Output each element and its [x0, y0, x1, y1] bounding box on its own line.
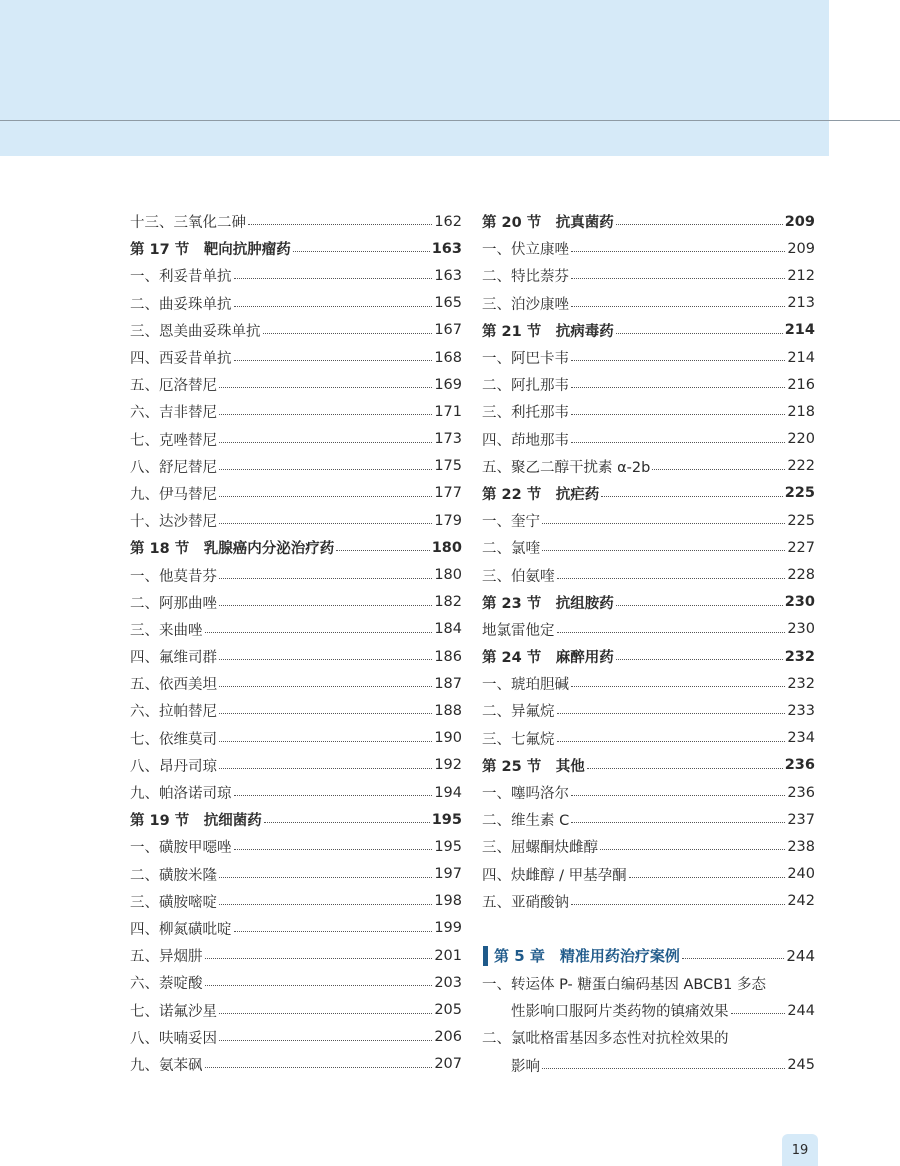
toc-entry-page: 198	[434, 893, 462, 910]
toc-entry-page: 206	[434, 1029, 462, 1046]
toc-entry-page: 187	[434, 675, 462, 692]
toc-entry-page: 188	[434, 702, 462, 719]
toc-leader-dots	[219, 741, 432, 742]
toc-item-entry[interactable]	[482, 507, 815, 534]
toc-leader-dots	[571, 686, 785, 687]
toc-section-entry[interactable]	[482, 643, 815, 670]
toc-chapter-entry[interactable]	[482, 942, 815, 970]
toc-leader-dots	[600, 849, 785, 850]
header-band	[0, 0, 829, 156]
toc-item-line1	[482, 1024, 815, 1051]
toc-leader-dots	[219, 442, 432, 443]
toc-item-entry[interactable]	[130, 480, 462, 507]
toc-item-label-line1: 一、转运体 P- 糖蛋白编码基因 ABCB1 多态	[482, 976, 767, 993]
toc-entry-page: 228	[787, 567, 815, 584]
toc-item-line2	[482, 1051, 815, 1078]
toc-entry-label: 七、诺氟沙星	[130, 1003, 217, 1020]
toc-entry-label: 二、氯喹	[482, 541, 540, 558]
toc-item-entry[interactable]	[130, 344, 462, 371]
toc-leader-dots	[219, 414, 432, 415]
toc-entry-page: 203	[434, 974, 462, 991]
toc-right-column	[482, 208, 815, 1079]
toc-entry-label: 一、他莫昔芬	[130, 568, 217, 585]
toc-leader-dots	[571, 414, 785, 415]
toc-leader-dots	[682, 958, 784, 959]
toc-section-entry[interactable]	[482, 752, 815, 779]
toc-section-entry[interactable]	[482, 480, 815, 507]
toc-leader-dots	[263, 333, 433, 334]
toc-item-label-line2: 影响	[511, 1058, 540, 1075]
toc-item-entry[interactable]	[482, 344, 815, 371]
toc-leader-dots	[219, 1013, 432, 1014]
toc-entry-page: 214	[787, 349, 815, 366]
toc-leader-dots	[557, 741, 786, 742]
toc-entry-label: 六、拉帕替尼	[130, 704, 217, 721]
toc-leader-dots	[219, 768, 432, 769]
toc-entry-page: 171	[434, 403, 462, 420]
toc-leader-dots	[234, 306, 433, 307]
toc-item-entry[interactable]	[130, 833, 462, 860]
toc-entry-label: 八、昂丹司琼	[130, 758, 217, 775]
toc-item-entry[interactable]	[482, 290, 815, 317]
toc-item-entry[interactable]	[482, 725, 815, 752]
toc-entry-page: 230	[784, 594, 815, 611]
toc-leader-dots	[219, 387, 432, 388]
toc-section-entry[interactable]	[130, 235, 462, 262]
toc-leader-dots	[557, 578, 786, 579]
toc-leader-dots	[571, 822, 785, 823]
toc-entry-label: 九、氨苯砜	[130, 1057, 203, 1074]
toc-section-entry[interactable]	[482, 317, 815, 344]
toc-leader-dots	[205, 958, 433, 959]
toc-entry-page: 234	[787, 730, 815, 747]
toc-entry-label: 地氯雷他定	[482, 622, 555, 639]
toc-item-entry[interactable]	[482, 262, 815, 289]
toc-item-line2	[482, 997, 815, 1024]
toc-item-entry[interactable]	[482, 235, 815, 262]
toc-item-entry[interactable]	[130, 426, 462, 453]
toc-entry-page: 186	[434, 648, 462, 665]
toc-entry-label: 二、曲妥珠单抗	[130, 296, 232, 313]
toc-entry-page: 168	[434, 349, 462, 366]
toc-entry-page: 184	[434, 621, 462, 638]
toc-entry-label: 第 24 节 麻醉用药	[482, 650, 614, 667]
toc-right-list	[482, 208, 815, 915]
toc-entry-label: 二、阿那曲唑	[130, 595, 217, 612]
toc-entry-page: 214	[784, 322, 815, 339]
toc-entry-label: 第 18 节 乳腺癌内分泌治疗药	[130, 541, 335, 558]
toc-entry-label: 一、奎宁	[482, 514, 540, 531]
toc-item-entry[interactable]	[482, 888, 815, 915]
toc-leader-dots	[219, 659, 432, 660]
toc-entry-page: 194	[434, 784, 462, 801]
toc-leader-dots	[557, 713, 786, 714]
toc-item-entry[interactable]	[482, 561, 815, 588]
toc-item-entry[interactable]	[130, 697, 462, 724]
toc-leader-dots	[571, 904, 785, 905]
toc-leader-dots	[571, 251, 785, 252]
toc-leader-dots	[571, 360, 785, 361]
toc-leader-dots	[629, 877, 786, 878]
toc-chapter-item[interactable]	[482, 970, 815, 1024]
toc-entry-page: 236	[784, 757, 815, 774]
toc-item-entry[interactable]	[482, 861, 815, 888]
toc-leader-dots	[571, 306, 785, 307]
toc-entry-page: 230	[787, 621, 815, 638]
chapter-accent-bar	[483, 946, 488, 966]
toc-entry-label: 四、西妥昔单抗	[130, 351, 232, 368]
toc-leader-dots	[264, 822, 430, 823]
toc-entry-label: 三、利托那韦	[482, 405, 569, 422]
toc-leader-dots	[616, 605, 783, 606]
toc-item-entry[interactable]	[130, 752, 462, 779]
toc-entry-label: 四、炔雌醇 / 甲基孕酮	[482, 867, 627, 884]
toc-entry-label: 四、茚地那韦	[482, 432, 569, 449]
toc-item-entry[interactable]	[482, 833, 815, 860]
toc-item-entry[interactable]	[130, 290, 462, 317]
toc-item-entry[interactable]	[482, 697, 815, 724]
toc-entry-label: 十三、三氧化二砷	[130, 215, 246, 232]
toc-leader-dots	[571, 387, 785, 388]
toc-section-entry[interactable]	[482, 208, 815, 235]
toc-entry-page: 222	[787, 458, 815, 475]
toc-leader-dots	[219, 605, 432, 606]
toc-item-label-line2: 性影响口服阿片类药物的镇痛效果	[511, 1004, 729, 1021]
toc-entry-page: 162	[434, 213, 462, 230]
toc-leader-dots	[234, 795, 433, 796]
toc-entry-page: 242	[787, 893, 815, 910]
toc-leader-dots	[219, 686, 432, 687]
toc-leader-dots	[731, 1013, 786, 1014]
toc-entry-page: 212	[787, 267, 815, 284]
toc-item-entry[interactable]	[130, 317, 462, 344]
toc-leader-dots	[219, 469, 432, 470]
toc-entry-page: 236	[787, 784, 815, 801]
toc-leader-dots	[557, 632, 786, 633]
toc-entry-label: 一、磺胺甲噁唑	[130, 840, 232, 857]
toc-leader-dots	[652, 469, 785, 470]
toc-entry-page: 199	[434, 920, 462, 937]
toc-leader-dots	[219, 1040, 432, 1041]
toc-entry-page: 225	[787, 512, 815, 529]
toc-leader-dots	[571, 795, 785, 796]
toc-entry-label: 二、磺胺米隆	[130, 867, 217, 884]
toc-item-entry[interactable]	[482, 670, 815, 697]
toc-entry-label: 三、恩美曲妥珠单抗	[130, 323, 261, 340]
toc-item-line1	[482, 970, 815, 997]
toc-entry-page: 180	[431, 539, 462, 556]
toc-entry-label: 五、厄洛替尼	[130, 378, 217, 395]
toc-entry-page: 225	[784, 485, 815, 502]
toc-item-entry[interactable]	[130, 507, 462, 534]
toc-entry-page: 237	[787, 811, 815, 828]
toc-chapter-page: 244	[786, 946, 815, 965]
toc-leader-dots	[205, 632, 433, 633]
toc-item-entry[interactable]	[482, 534, 815, 561]
toc-item-entry[interactable]	[130, 996, 462, 1023]
toc-leader-dots	[234, 360, 433, 361]
toc-item-entry[interactable]	[130, 561, 462, 588]
toc-leader-dots	[542, 550, 785, 551]
toc-section-entry[interactable]	[130, 806, 462, 833]
toc-entry-label: 八、呋喃妥因	[130, 1030, 217, 1047]
toc-leader-dots	[336, 550, 429, 551]
toc-entry-page: 163	[434, 267, 462, 284]
toc-entry-label: 第 19 节 抗细菌药	[130, 813, 262, 830]
toc-item-entry[interactable]	[482, 616, 815, 643]
toc-entry-label: 三、泊沙康唑	[482, 296, 569, 313]
toc-leader-dots	[601, 496, 782, 497]
toc-item-entry[interactable]	[130, 670, 462, 697]
toc-leader-dots	[571, 442, 785, 443]
toc-entry-page: 179	[434, 512, 462, 529]
toc-leader-dots	[219, 523, 432, 524]
toc-leader-dots	[219, 877, 432, 878]
toc-entry-label: 一、噻吗洛尔	[482, 786, 569, 803]
toc-item-entry[interactable]	[482, 426, 815, 453]
toc-entry-page: 238	[787, 838, 815, 855]
toc-entry-page: 192	[434, 757, 462, 774]
toc-entry-label: 七、克唑替尼	[130, 432, 217, 449]
toc-entry-label: 六、萘啶酸	[130, 976, 203, 993]
toc-entry-label: 三、来曲唑	[130, 622, 203, 639]
toc-entry-label: 五、异烟肼	[130, 949, 203, 966]
toc-item-entry[interactable]	[130, 208, 462, 235]
toc-entry-label: 五、聚乙二醇干扰素 α-2b	[482, 459, 651, 476]
toc-leader-dots	[219, 713, 432, 714]
toc-entry-page: 177	[434, 485, 462, 502]
toc-entry-label: 二、特比萘芬	[482, 269, 569, 286]
toc-leader-dots	[616, 224, 783, 225]
toc-item-page: 244	[787, 1002, 815, 1019]
toc-entry-label: 三、伯氨喹	[482, 568, 555, 585]
toc-item-entry[interactable]	[130, 262, 462, 289]
toc-entry-page: 220	[787, 431, 815, 448]
toc-item-entry[interactable]	[482, 806, 815, 833]
toc-entry-label: 三、磺胺嘧啶	[130, 894, 217, 911]
toc-item-entry[interactable]	[130, 616, 462, 643]
toc-leader-dots	[205, 1067, 433, 1068]
toc-item-entry[interactable]	[130, 779, 462, 806]
toc-entry-page: 197	[434, 866, 462, 883]
toc-entry-label: 二、维生素 C	[482, 813, 570, 830]
toc-entry-page: 167	[434, 322, 462, 339]
toc-entry-page: 205	[434, 1002, 462, 1019]
toc-entry-label: 十、达沙替尼	[130, 514, 217, 531]
toc-entry-page: 209	[787, 240, 815, 257]
toc-entry-label: 第 17 节 靶向抗肿瘤药	[130, 242, 291, 259]
toc-leader-dots	[234, 849, 433, 850]
toc-item-entry[interactable]	[130, 1024, 462, 1051]
toc-item-entry[interactable]	[130, 888, 462, 915]
toc-left-column	[130, 208, 462, 1078]
toc-item-entry[interactable]	[130, 643, 462, 670]
toc-item-entry[interactable]	[130, 589, 462, 616]
toc-leader-dots	[248, 224, 432, 225]
toc-entry-page: 227	[787, 539, 815, 556]
toc-entry-label: 五、依西美坦	[130, 677, 217, 694]
toc-entry-page: 232	[787, 675, 815, 692]
toc-entry-label: 第 22 节 抗疟药	[482, 486, 600, 503]
toc-entry-label: 九、伊马替尼	[130, 486, 217, 503]
toc-entry-page: 216	[787, 376, 815, 393]
toc-section-entry[interactable]	[482, 589, 815, 616]
toc-item-label-line1: 二、氯吡格雷基因多态性对抗栓效果的	[482, 1031, 729, 1048]
toc-item-entry[interactable]	[130, 453, 462, 480]
toc-item-entry[interactable]	[130, 942, 462, 969]
toc-leader-dots	[219, 496, 432, 497]
toc-leader-dots	[219, 578, 432, 579]
toc-entry-label: 第 21 节 抗病毒药	[482, 323, 614, 340]
page-number: 19	[782, 1134, 818, 1166]
toc-entry-label: 九、帕洛诺司琼	[130, 786, 232, 803]
toc-entry-page: 213	[787, 295, 815, 312]
toc-item-entry[interactable]	[482, 398, 815, 425]
toc-item-entry[interactable]	[130, 1051, 462, 1078]
toc-entry-label: 一、伏立康唑	[482, 242, 569, 259]
toc-entry-label: 三、七氟烷	[482, 731, 555, 748]
toc-entry-page: 195	[434, 838, 462, 855]
toc-entry-page: 240	[787, 866, 815, 883]
header-rule	[0, 120, 900, 121]
toc-leader-dots	[616, 333, 783, 334]
toc-entry-page: 175	[434, 458, 462, 475]
toc-entry-label: 第 20 节 抗真菌药	[482, 215, 614, 232]
toc-entry-page: 232	[784, 648, 815, 665]
toc-entry-page: 201	[434, 947, 462, 964]
toc-entry-label: 二、异氟烷	[482, 704, 555, 721]
toc-entry-page: 165	[434, 295, 462, 312]
toc-entry-label: 六、吉非替尼	[130, 405, 217, 422]
toc-entry-label: 一、利妥昔单抗	[130, 269, 232, 286]
toc-item-entry[interactable]	[130, 969, 462, 996]
toc-chapter-item[interactable]	[482, 1024, 815, 1078]
toc-entry-label: 一、阿巴卡韦	[482, 351, 569, 368]
toc-entry-label: 第 25 节 其他	[482, 758, 585, 775]
toc-item-entry[interactable]	[130, 725, 462, 752]
toc-leader-dots	[205, 985, 433, 986]
toc-entry-label: 四、柳氮磺吡啶	[130, 921, 232, 938]
toc-leader-dots	[219, 904, 432, 905]
toc-leader-dots	[542, 1068, 785, 1069]
toc-entry-page: 218	[787, 403, 815, 420]
toc-chapter-label: 第 5 章 精准用药治疗案例	[494, 947, 680, 966]
toc-entry-label: 七、依维莫司	[130, 731, 217, 748]
toc-section-entry[interactable]	[130, 534, 462, 561]
toc-entry-page: 233	[787, 702, 815, 719]
toc-item-entry[interactable]	[482, 371, 815, 398]
toc-leader-dots	[616, 659, 783, 660]
toc-item-page: 245	[787, 1057, 815, 1074]
toc-item-entry[interactable]	[482, 779, 815, 806]
toc-entry-label: 第 23 节 抗组胺药	[482, 595, 614, 612]
toc-item-entry[interactable]	[482, 453, 815, 480]
toc-entry-page: 180	[434, 567, 462, 584]
toc-item-entry[interactable]	[130, 371, 462, 398]
toc-leader-dots	[542, 523, 785, 524]
toc-entry-page: 190	[434, 730, 462, 747]
toc-entry-label: 三、屈螺酮炔雌醇	[482, 840, 598, 857]
toc-entry-page: 207	[434, 1056, 462, 1073]
toc-leader-dots	[293, 251, 430, 252]
toc-entry-page: 163	[431, 240, 462, 257]
toc-entry-page: 209	[784, 213, 815, 230]
toc-entry-page: 182	[434, 594, 462, 611]
toc-item-entry[interactable]	[130, 861, 462, 888]
toc-entry-page: 169	[434, 376, 462, 393]
toc-leader-dots	[587, 768, 783, 769]
toc-entry-label: 一、琥珀胆碱	[482, 677, 569, 694]
toc-item-entry[interactable]	[130, 915, 462, 942]
toc-item-entry[interactable]	[130, 398, 462, 425]
toc-entry-label: 五、亚硝酸钠	[482, 894, 569, 911]
toc-entry-page: 195	[431, 811, 462, 828]
toc-leader-dots	[234, 278, 433, 279]
toc-entry-label: 二、阿扎那韦	[482, 378, 569, 395]
toc-entry-label: 八、舒尼替尼	[130, 459, 217, 476]
toc-entry-label: 四、氟维司群	[130, 650, 217, 667]
toc-leader-dots	[571, 278, 785, 279]
toc-leader-dots	[234, 931, 433, 932]
toc-entry-page: 173	[434, 431, 462, 448]
